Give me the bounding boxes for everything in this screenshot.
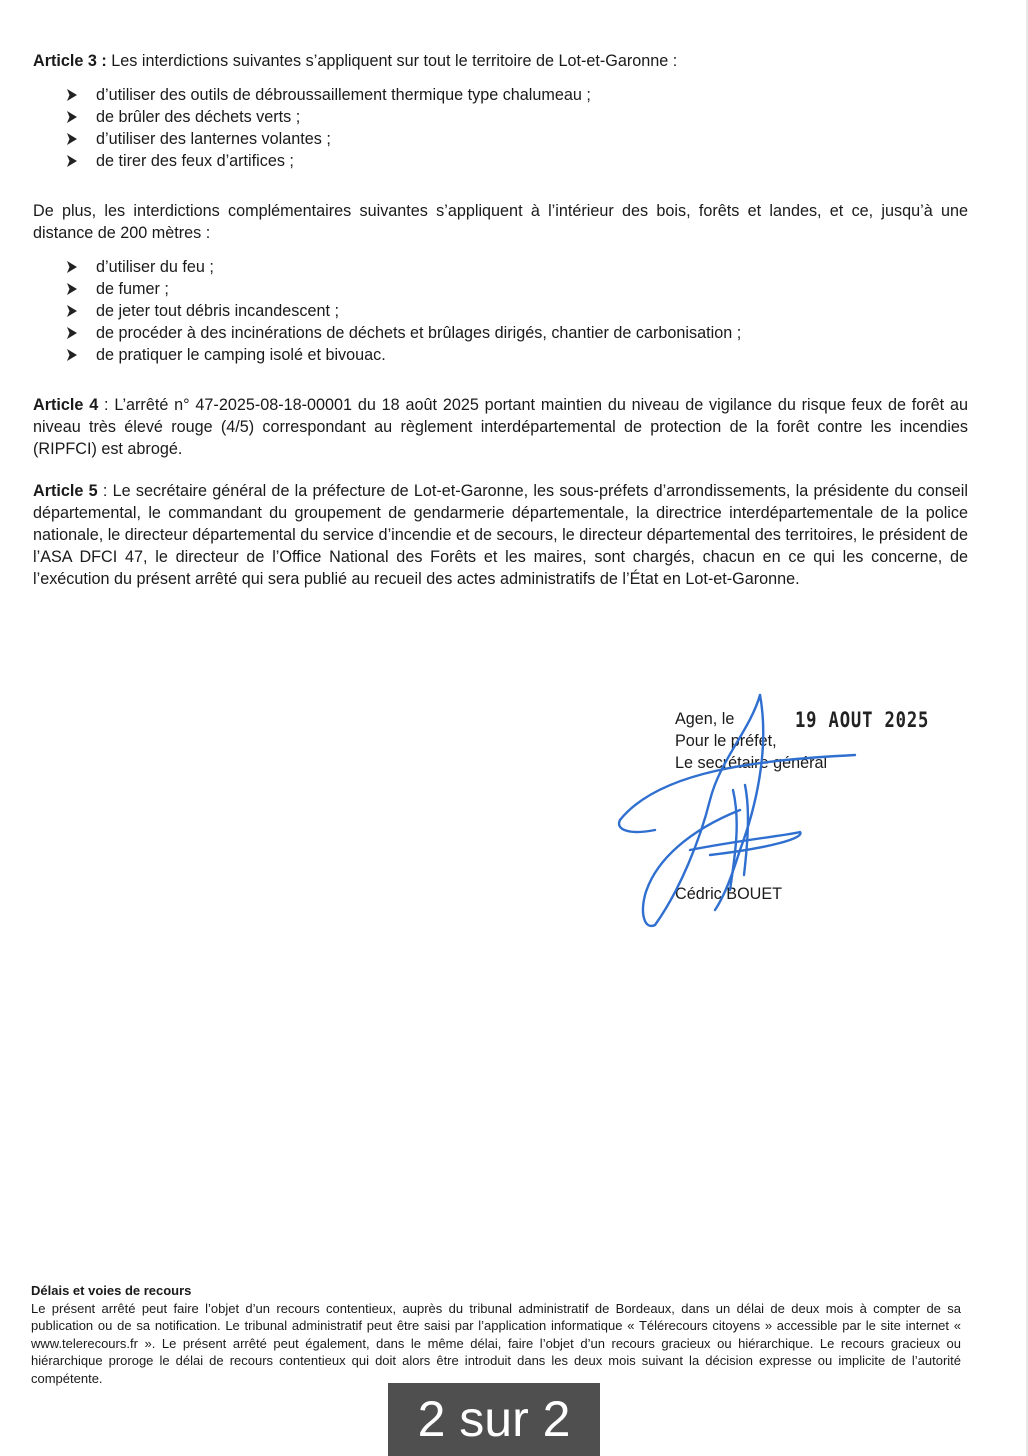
article-3-label: Article 3 : — [33, 52, 107, 70]
list-item-text: de jeter tout débris incandescent ; — [96, 302, 339, 320]
article-5-label: Article 5 — [33, 482, 98, 500]
appeal-notice — [31, 1282, 961, 1387]
list-item-text: de brûler des déchets verts ; — [96, 108, 301, 126]
list-item-text: de fumer ; — [96, 280, 169, 298]
list-item — [66, 300, 968, 322]
list-item-text: de procéder à des incinérations de déchets et brûlages dirigés, chantier de carbonisation ; — [96, 324, 742, 342]
document-body — [33, 50, 968, 590]
list-item-text: de pratiquer le camping isolé et bivouac. — [96, 346, 386, 364]
arrow-bullet-icon — [66, 300, 80, 322]
list-item — [66, 106, 968, 128]
arrow-bullet-icon — [66, 278, 80, 300]
signature-for-prefect: Pour le préfet, — [675, 732, 777, 750]
list-item-text: d’utiliser du feu ; — [96, 258, 214, 276]
complementary-paragraph: De plus, les interdictions complémentaires suivantes s’appliquent à l’intérieur des bois, forêts et landes, et ce, jusqu’à une distance de 200 mètres : — [33, 202, 968, 242]
list-item — [66, 344, 968, 366]
list-item-text: d’utiliser des lanternes volantes ; — [96, 130, 331, 148]
appeal-notice-text: Le présent arrêté peut faire l’objet d’un recours contentieux, auprès du tribunal administratif de Bordeaux, dans un délai de deux mois à compter de sa publication ou de sa notification. Le tribunal administratif peut être saisi par l’application informatique « Télérecours citoyens » accessible par le site internet « www.telerecours.fr ». Le présent arrêté peut également, dans le même délai, faire l’objet d’un recours gracieux ou hiérarchique. Le recours gracieux ou hiérarchique proroge le délai de recours contentieux qui doit alors être introduit dans les deux mois suivant la décision expresse ou implicite de l’autorité compétente. — [31, 1300, 961, 1386]
list-item — [66, 84, 968, 106]
page-indicator: 2 sur 2 — [388, 1383, 600, 1456]
article-4-text: : L’arrêté n° 47-2025-08-18-00001 du 18 août 2025 portant maintien du niveau de vigilance du risque feux de forêt au niveau très élevé rouge (4/5) correspondant au règlement interdépartemental de protection de la forêt contre les incendies (RIPFCI) est abrogé. — [33, 396, 968, 458]
article-3 — [33, 50, 968, 72]
list-item — [66, 128, 968, 150]
arrow-bullet-icon — [66, 84, 80, 106]
appeal-notice-title: Délais et voies de recours — [31, 1283, 192, 1298]
arrow-bullet-icon — [66, 344, 80, 366]
signature-block — [600, 690, 960, 940]
list-item — [66, 150, 968, 172]
list-item — [66, 278, 968, 300]
signature-name: Cédric BOUET — [675, 885, 783, 903]
list-item-text: de tirer des feux d’artifices ; — [96, 152, 294, 170]
article-3-text: Les interdictions suivantes s’appliquent sur tout le territoire de Lot-et-Garonne : — [106, 52, 678, 70]
arrow-bullet-icon — [66, 106, 80, 128]
article-3-list — [66, 84, 968, 172]
date-stamp: 19 AOUT 2025 — [795, 708, 930, 732]
article-5 — [33, 480, 968, 590]
signature-role: Le secrétaire général — [675, 754, 828, 772]
arrow-bullet-icon — [66, 322, 80, 344]
signature-place: Agen, le — [675, 710, 735, 728]
list-item-text: d’utiliser des outils de débroussaillement thermique type chalumeau ; — [96, 86, 591, 104]
article-4-label: Article 4 — [33, 396, 99, 414]
arrow-bullet-icon — [66, 150, 80, 172]
article-4 — [33, 394, 968, 460]
list-item — [66, 256, 968, 278]
arrow-bullet-icon — [66, 128, 80, 150]
list-item — [66, 322, 968, 344]
article-5-text: : Le secrétaire général de la préfecture de Lot-et-Garonne, les sous-préfets d’arrondissements, la présidente du conseil départemental, le commandant du groupement de gendarmerie départementale, la directrice interdépartementale de la police nationale, le directeur départemental du service d’incendie et de secours, le directeur départemental des territoires, le président de l’ASA DFCI 47, le directeur de l’Office National des Forêts et les maires, sont chargés, chacun en ce qui les concerne, de l’exécution du présent arrêté qui sera publié au recueil des actes administratifs de l’État en Lot-et-Garonne. — [33, 482, 968, 588]
arrow-bullet-icon — [66, 256, 80, 278]
complementary-list — [66, 256, 968, 366]
